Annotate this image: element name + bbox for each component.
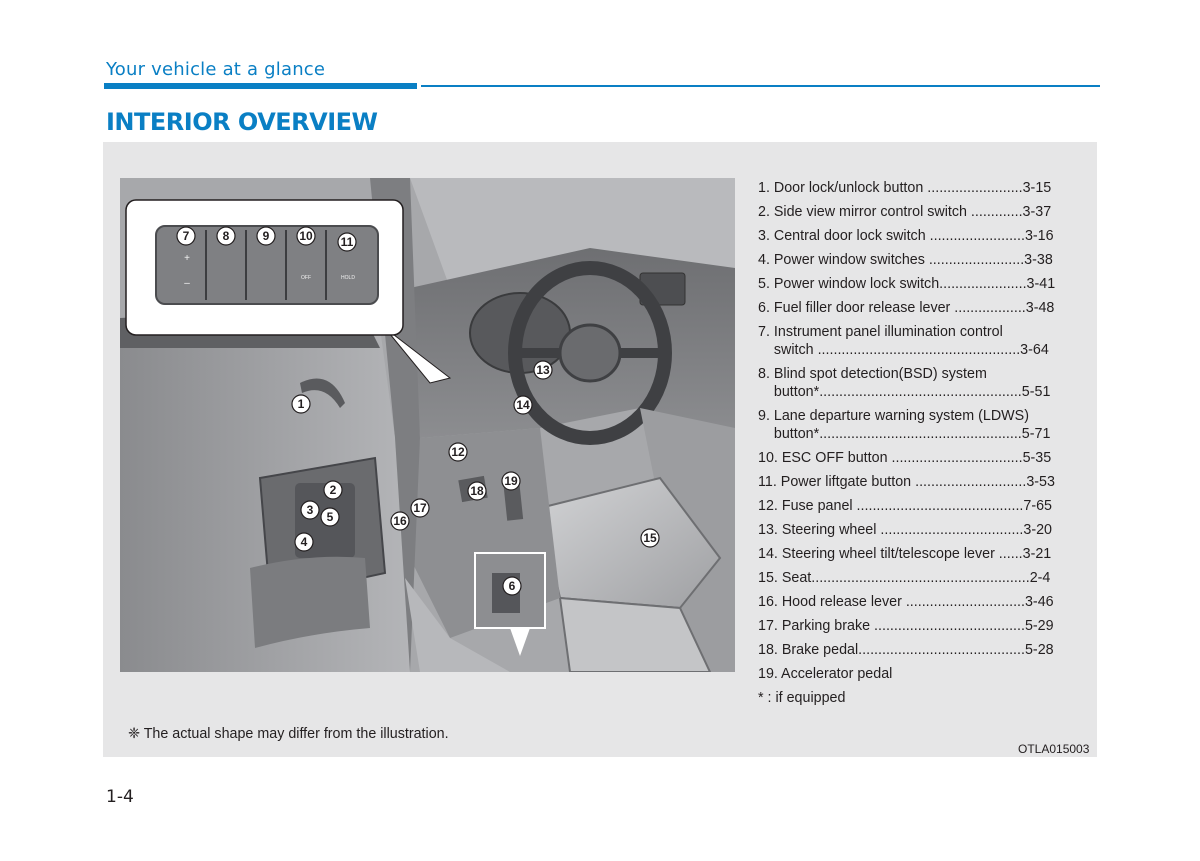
callout-badge — [503, 577, 521, 595]
legend-line: button*...................................................5-71 — [758, 426, 1051, 442]
callout-badge-number: 6 — [508, 579, 516, 593]
legend-line: switch ...................................................3-64 — [758, 342, 1049, 358]
legend-item — [758, 521, 1088, 539]
legend-item — [758, 323, 1088, 359]
esc-off-label: OFF — [301, 275, 311, 281]
callout-badge-number: 2 — [329, 483, 337, 497]
legend-line: 14. Steering wheel tilt/telescope lever ......3-21 — [758, 546, 1052, 562]
callout-badge — [257, 227, 275, 245]
legend-line: 4. Power window switches ........................3-38 — [758, 252, 1053, 268]
legend-line: 11. Power liftgate button ............................3-53 — [758, 474, 1055, 490]
footnote: ❈ The actual shape may differ from the illustration. — [128, 726, 449, 742]
callout-badge-number: 5 — [326, 510, 334, 524]
legend-item — [758, 203, 1088, 221]
header-rule-thin — [421, 85, 1100, 87]
legend-item — [758, 179, 1088, 197]
legend-line: 10. ESC OFF button .................................5-35 — [758, 450, 1052, 466]
callout-badge — [292, 395, 310, 413]
legend-item — [758, 275, 1088, 293]
callout-badge — [177, 227, 195, 245]
legend-line: 8. Blind spot detection(BSD) system — [758, 366, 987, 382]
legend-line: 13. Steering wheel ....................................3-20 — [758, 522, 1053, 538]
callout-badge — [502, 472, 520, 490]
legend-item — [758, 617, 1088, 635]
callout-badge — [295, 533, 313, 551]
callout-badge — [297, 227, 315, 245]
legend-line: 3. Central door lock switch ........................3-16 — [758, 228, 1054, 244]
callout-badge-number: 15 — [643, 531, 657, 545]
callout-badge — [449, 443, 467, 461]
callout-badge-number: 14 — [516, 398, 530, 412]
callout-badge — [641, 529, 659, 547]
legend-line: 19. Accelerator pedal — [758, 666, 893, 682]
callout-badge — [321, 508, 339, 526]
callout-badge-number: 1 — [297, 397, 305, 411]
legend-note: * : if equipped — [758, 690, 846, 706]
legend-line: 5. Power window lock switch......................3-41 — [758, 276, 1056, 292]
legend-item — [758, 497, 1088, 515]
header-rule-thick — [104, 83, 417, 89]
legend-line: button*...................................................5-51 — [758, 384, 1051, 400]
interior-drawing — [120, 178, 735, 672]
legend-item — [758, 641, 1088, 659]
callout-badge-number: 4 — [300, 535, 308, 549]
legend-line: 2. Side view mirror control switch .............3-37 — [758, 204, 1052, 220]
callout-badge-number: 12 — [451, 445, 465, 459]
callout-badge-number: 7 — [182, 229, 190, 243]
section-title: Your vehicle at a glance — [106, 59, 326, 80]
interior-illustration — [120, 178, 735, 672]
figure-code: OTLA015003 — [1018, 742, 1090, 756]
svg-text:+: + — [184, 253, 190, 264]
legend-item — [758, 299, 1088, 317]
callout-badge — [534, 361, 552, 379]
legend-line: 1. Door lock/unlock button ........................3-15 — [758, 180, 1052, 196]
legend-item — [758, 227, 1088, 245]
legend-line: 17. Parking brake ......................................5-29 — [758, 618, 1054, 634]
legend-item — [758, 665, 1088, 683]
legend-line: 18. Brake pedal..........................................5-28 — [758, 642, 1054, 658]
legend-item — [758, 545, 1088, 563]
callout-badge-number: 9 — [262, 229, 270, 243]
callout-badge-number: 13 — [536, 363, 550, 377]
legend-item — [758, 593, 1088, 611]
callout-badge-number: 8 — [222, 229, 230, 243]
legend-item — [758, 365, 1088, 401]
callout-badge-number: 16 — [393, 514, 407, 528]
callout-badge — [217, 227, 235, 245]
callout-badge — [301, 501, 319, 519]
legend-item — [758, 251, 1088, 269]
page-number: 1-4 — [106, 787, 134, 807]
callout-badge-number: 19 — [504, 474, 518, 488]
page-title: INTERIOR OVERVIEW — [106, 108, 378, 136]
hold-label: HOLD — [341, 275, 355, 281]
callout-badge — [468, 482, 486, 500]
legend-line: 12. Fuse panel ..........................................7-65 — [758, 498, 1053, 514]
callout-badge — [324, 481, 342, 499]
callout-badge-number: 3 — [306, 503, 314, 517]
legend-line: 16. Hood release lever ..............................3-46 — [758, 594, 1054, 610]
component-legend — [758, 179, 1088, 707]
legend-line: 6. Fuel filler door release lever ..................3-48 — [758, 300, 1055, 316]
legend-item — [758, 473, 1088, 491]
legend-item — [758, 569, 1088, 587]
callout-badge — [514, 396, 532, 414]
callout-badge-number: 10 — [299, 229, 313, 243]
legend-item — [758, 449, 1088, 467]
callout-badge — [411, 499, 429, 517]
callout-badge-number: 17 — [413, 501, 427, 515]
svg-text:–: – — [184, 278, 190, 289]
callout-badge — [391, 512, 409, 530]
callout-badge-number: 18 — [470, 484, 484, 498]
callout-badge — [338, 233, 356, 251]
legend-line: 9. Lane departure warning system (LDWS) — [758, 408, 1029, 424]
callout-badge-number: 11 — [340, 235, 354, 249]
legend-line: 15. Seat.......................................................2-4 — [758, 570, 1051, 586]
legend-line: 7. Instrument panel illumination control — [758, 324, 1003, 340]
legend-item — [758, 407, 1088, 443]
